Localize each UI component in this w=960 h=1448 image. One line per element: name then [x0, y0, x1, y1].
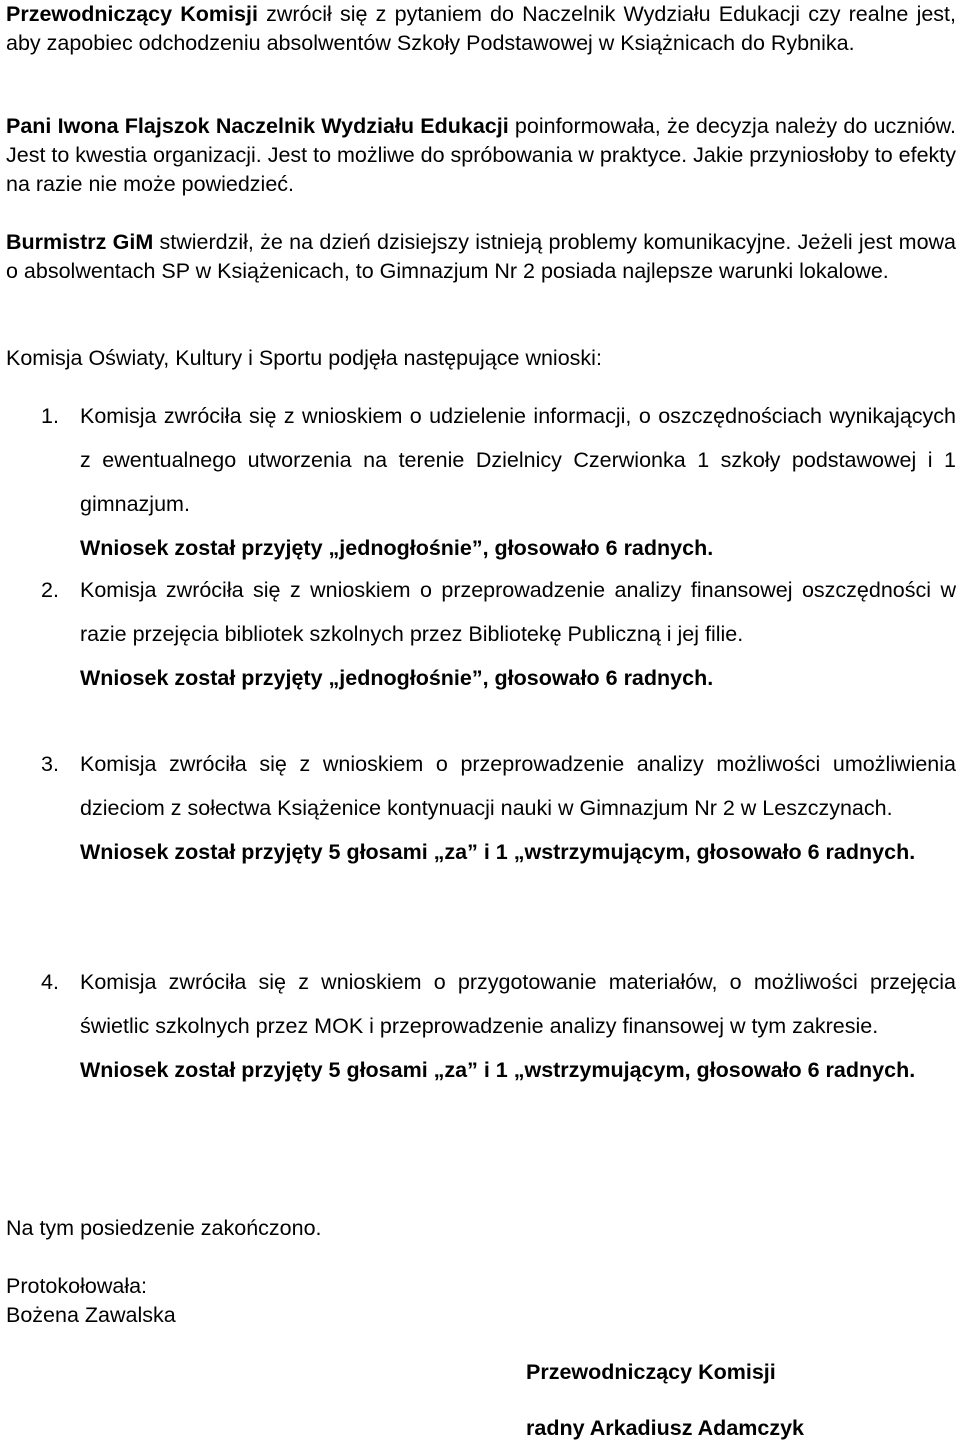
motion-body — [80, 960, 956, 1092]
motion-vote-result: Wniosek został przyjęty 5 głosami „za” i 1 „wstrzymującym, głosowało 6 radnych. — [80, 1058, 916, 1082]
motion-text: Komisja zwróciła się z wnioskiem o udzielenie informacji, o oszczędnościach wynikających z ewentualnego utworzenia na terenie Dzielnicy Czerwionka 1 szkoły podstawowej i 1 gimnazjum. — [80, 404, 956, 516]
motion-text: Komisja zwróciła się z wnioskiem o przeprowadzenie analizy możliwości umożliwienia dzieciom z sołectwa Książenice kontynuacji nauki w Gimnazjum Nr 2 w Leszczynach. — [80, 752, 956, 820]
paragraph-text: poinformowała, że decyzja należy do uczniów. Jest to kwestia organizacji. Jest to możliwe do spróbowania w praktyce. Jakie przyniosłoby to efekty na razie nie może powiedzieć. — [6, 114, 957, 196]
signature-name: radny Arkadiusz Adamczyk — [526, 1416, 805, 1440]
motion-text: Komisja zwróciła się z wnioskiem o przygotowanie materiałów, o możliwości przejęcia świetlic szkolnych przez MOK i przeprowadzenie analizy finansowej w tym zakresie. — [80, 970, 956, 1038]
motion-number: 2. — [41, 578, 59, 602]
motion-body — [80, 742, 956, 874]
paragraph-text: zwrócił się z pytaniem do Naczelnik Wydziału Edukacji czy realne jest, aby zapobiec odchodzeniu absolwentów Szkoły Podstawowej w Książnicach do Rybnika. — [6, 2, 957, 55]
paragraph-motions-intro — [6, 344, 956, 373]
minutes-author: Bożena Zawalska — [6, 1303, 176, 1327]
minutes-label: Protokołowała: — [6, 1274, 148, 1298]
speaker-education-head: Pani Iwona Flajszok Naczelnik Wydziału Edukacji — [6, 114, 509, 138]
paragraph-text: Komisja Oświaty, Kultury i Sportu podjęła następujące wnioski: — [6, 346, 602, 370]
motion-body — [80, 568, 956, 700]
closing-statement: Na tym posiedzenie zakończono. — [6, 1216, 322, 1240]
speaker-mayor: Burmistrz GiM — [6, 230, 154, 254]
paragraph-text: stwierdził, że na dzień dzisiejszy istnieją problemy komunikacyjne. Jeżeli jest mowa o absolwentach SP w Książenicach, to Gimnazjum Nr 2 posiada najlepsze warunki lokalowe. — [6, 230, 957, 283]
motion-body — [80, 394, 956, 570]
speaker-chairman: Przewodniczący Komisji — [6, 2, 258, 26]
motion-number: 3. — [41, 752, 59, 776]
motion-number: 1. — [41, 404, 59, 428]
paragraph-education-head-answer — [6, 112, 956, 199]
motion-text: Komisja zwróciła się z wnioskiem o przeprowadzenie analizy finansowej oszczędności w razie przejęcia bibliotek szkolnych przez Bibliotekę Publiczną i jej filie. — [80, 578, 956, 646]
motion-vote-result: Wniosek został przyjęty „jednogłośnie”, głosowało 6 radnych. — [80, 666, 714, 690]
motion-number: 4. — [41, 970, 59, 994]
motion-vote-result: Wniosek został przyjęty „jednogłośnie”, głosowało 6 radnych. — [80, 536, 714, 560]
paragraph-chairman-question — [6, 0, 956, 58]
motion-vote-result: Wniosek został przyjęty 5 głosami „za” i 1 „wstrzymującym, głosowało 6 radnych. — [80, 840, 916, 864]
signature-title: Przewodniczący Komisji — [526, 1360, 776, 1384]
paragraph-mayor-statement — [6, 228, 956, 286]
